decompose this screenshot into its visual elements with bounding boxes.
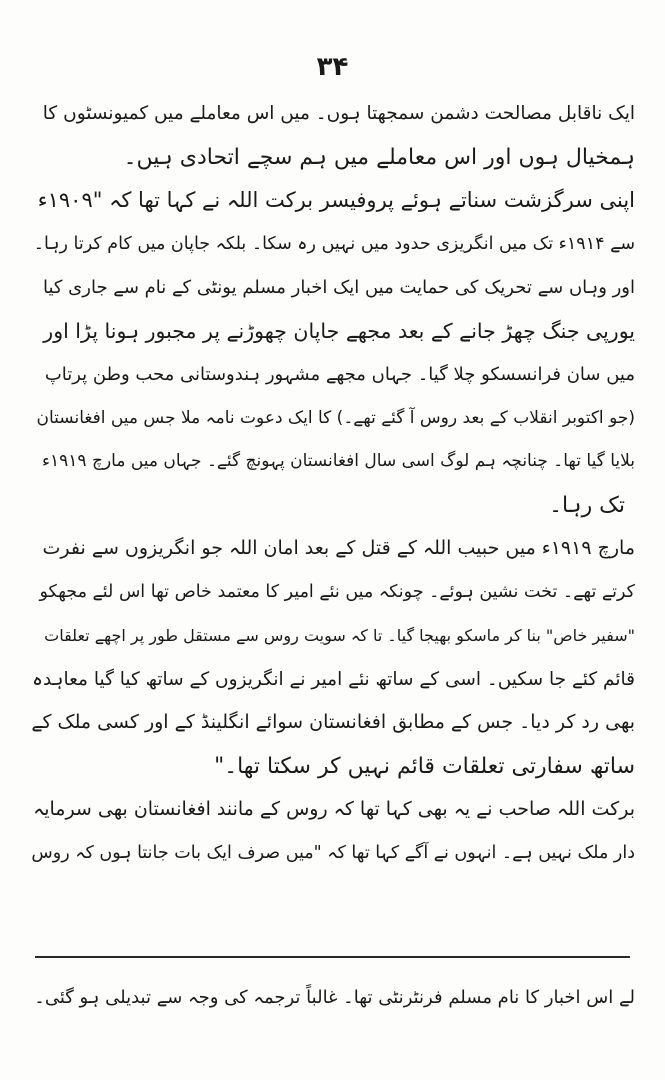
footnote-divider: [35, 956, 630, 958]
text-line: کرتے تھے۔ تخت نشین ہوئے۔ چونکہ میں نئے امیر کا معتمد خاص تھا اس لئے مجھکو: [39, 581, 635, 602]
body-text: [30, 92, 635, 875]
text-line: برکت اللہ صاحب نے یہ بھی کہا تھا کہ روس کے مانند افغانستان بھی سرمایہ: [33, 798, 635, 820]
paragraph-2: [30, 179, 635, 527]
text-line: "سفیر خاص" بنا کر ماسکو بھیجا گیا۔ تا کہ سویت روس سے مستقل طور پر اچھے تعلقات: [44, 626, 635, 645]
text-line: ایک ناقابل مصالحت دشمن سمجھتا ہوں۔ میں اس معاملے میں کمیونسٹوں کا: [42, 103, 635, 124]
paragraph-4: [30, 788, 635, 875]
text-line: ہمخیال ہوں اور اس معاملے میں ہم سچے اتحادی ہیں۔: [123, 144, 635, 170]
text-line: سے ۱۹۱۴ء تک میں انگریزی حدود میں نہیں رہ سکا۔ بلکہ جاپان میں کام کرتا رہا۔: [33, 233, 635, 254]
text-line: ساتھ سفارتی تعلقات قائم نہیں کر سکتا تھا۔": [214, 753, 635, 779]
text-line: اور وہاں سے تحریک کی حمایت میں ایک اخبار مسلم یونٹی کے نام سے جاری کیا: [42, 277, 635, 298]
text-line: یورپی جنگ چھڑ جانے کے بعد مجھے جاپان چھوڑنے پر مجبور ہونا پڑا اور: [43, 318, 635, 343]
text-line: میں سان فرانسسکو چلا گیا۔ جہاں مجھے مشہور ہندوستانی محب وطن پرتاپ: [44, 364, 635, 385]
text-line: تک رہا۔: [549, 492, 625, 518]
footnote: لے اس اخبار کا نام مسلم فرنٹرنٹی تھا۔ غالباً ترجمہ کی وجہ سے تبدیلی ہو گئی۔: [34, 987, 635, 1008]
paragraph-3: [30, 527, 635, 788]
text-line: بلایا گیا تھا۔ چنانچہ ہم لوگ اسی سال افغانستان پہونچ گئے۔ جہاں میں مارچ ۱۹۱۹ء: [42, 451, 635, 471]
text-line: مارچ ۱۹۱۹ء میں حبیب اللہ کے قتل کے بعد امان اللہ جو انگریزوں سے نفرت: [42, 537, 635, 559]
text-line: اپنی سرگزشت سناتے ہوئے پروفیسر برکت اللہ نے کہا تھا کہ "۱۹۰۹ء: [37, 188, 635, 212]
page-number: ۳۴: [316, 52, 349, 82]
text-line: بھی رد کر دیا۔ جس کے مطابق افغانستان سوائے انگلینڈ کے اور کسی ملک کے: [31, 711, 635, 733]
text-line: دار ملک نہیں ہے۔ انہوں نے آگے کہا تھا کہ "میں صرف ایک بات جانتا ہوں کہ روس: [31, 842, 635, 863]
paragraph-1: [30, 92, 635, 179]
text-line: قائم کئے جا سکیں۔ اسی کے ساتھ نئے امیر نے انگریزوں کے ساتھ کیا گیا معاہدہ: [32, 668, 635, 690]
text-line: (جو اکتوبر انقلاب کے بعد روس آ گئے تھے۔) کا ایک دعوت نامہ ملا جس میں افغانستان: [36, 407, 635, 428]
